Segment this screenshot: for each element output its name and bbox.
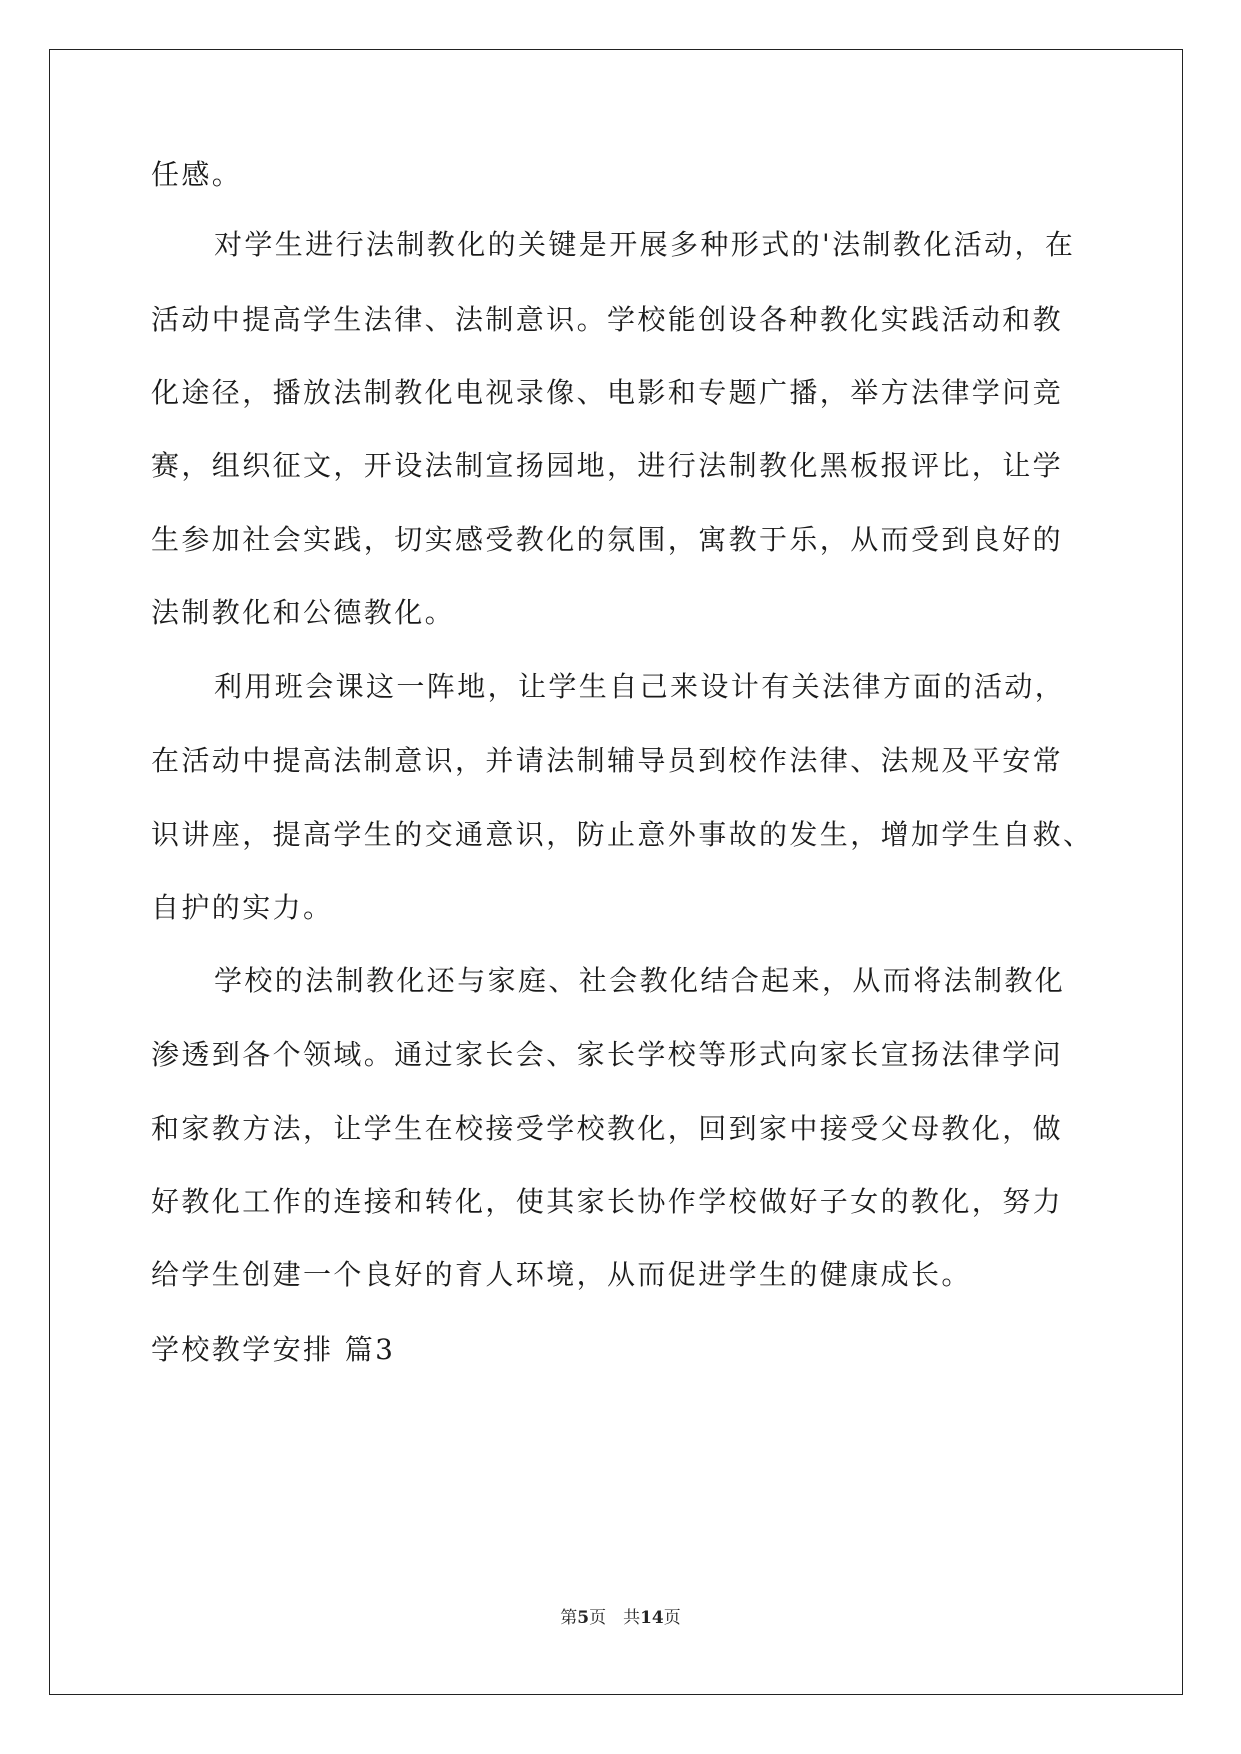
footer-suffix: 页 bbox=[663, 1608, 681, 1628]
paragraph-start-line: 学校的法制教化还与家庭、社会教化结合起来，从而将法制教化 bbox=[214, 964, 1066, 997]
text-line: 化途径，播放法制教化电视录像、电影和专题广播，举方法律学问竞 bbox=[151, 376, 1064, 409]
text-line: 赛，组织征文，开设法制宣扬园地，进行法制教化黑板报评比，让学 bbox=[151, 449, 1064, 482]
text-line: 渗透到各个领域。通过家长会、家长学校等形式向家长宣扬法律学问 bbox=[151, 1038, 1064, 1071]
text-line: 任感。 bbox=[151, 158, 243, 191]
text-line: 法制教化和公德教化。 bbox=[151, 596, 456, 629]
text-line: 和家教方法，让学生在校接受学校教化，回到家中接受父母教化，做 bbox=[151, 1112, 1064, 1145]
current-page-number: 5 bbox=[577, 1608, 590, 1628]
text-line: 好教化工作的连接和转化，使其家长协作学校做好子女的教化，努力 bbox=[151, 1185, 1064, 1218]
text-line: 自护的实力。 bbox=[151, 891, 334, 924]
total-page-count: 14 bbox=[640, 1608, 664, 1628]
text-line: 活动中提高学生法律、法制意识。学校能创设各种教化实践活动和教 bbox=[151, 303, 1064, 336]
page-footer bbox=[0, 1606, 1241, 1630]
text-line: 给学生创建一个良好的育人环境，从而促进学生的健康成长。 bbox=[151, 1258, 972, 1291]
text-line: 识讲座，提高学生的交通意识，防止意外事故的发生，增加学生自救、 bbox=[151, 818, 1094, 851]
section-heading: 学校教学安排 篇3 bbox=[151, 1333, 396, 1366]
paragraph-start-line: 对学生进行法制教化的关键是开展多种形式的'法制教化活动，在 bbox=[214, 228, 1076, 261]
page-border bbox=[49, 49, 1183, 1695]
footer-prefix: 第 bbox=[560, 1608, 578, 1628]
footer-mid: 页 共 bbox=[589, 1608, 641, 1628]
text-line: 在活动中提高法制意识，并请法制辅导员到校作法律、法规及平安常 bbox=[151, 744, 1064, 777]
text-line: 生参加社会实践，切实感受教化的氛围，寓教于乐，从而受到良好的 bbox=[151, 523, 1064, 556]
paragraph-start-line: 利用班会课这一阵地，让学生自己来设计有关法律方面的活动， bbox=[214, 670, 1066, 703]
